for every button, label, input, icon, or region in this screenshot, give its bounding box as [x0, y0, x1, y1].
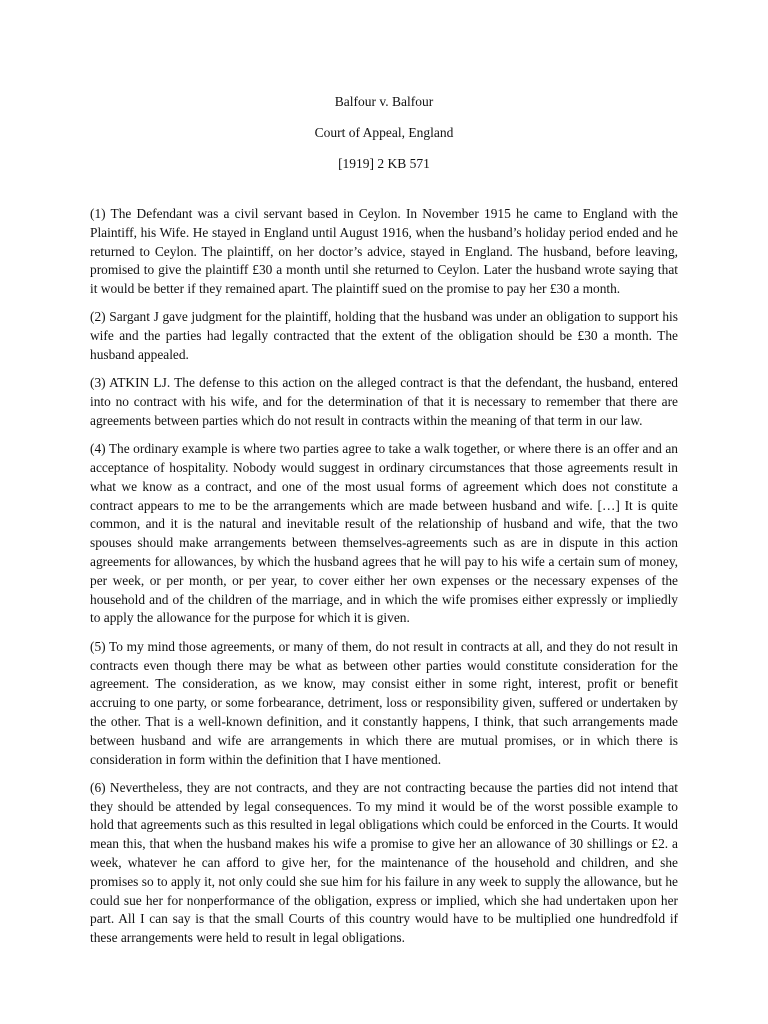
paragraph-1: (1) The Defendant was a civil servant based in Ceylon. In November 1915 he came to England with the Plaintiff, his Wife. He stayed in England until August 1916, when the husband’s holiday period ended and he returned to Ceylon. The plaintiff, on her doctor’s advice, stayed in England. The husband, before leaving, promised to give the plaintiff £30 a month until she returned to Ceylon. Later the husband wrote saying that it would be better if they remained apart. The plaintiff sued on the promise to pay her £30 a month. — [90, 206, 678, 297]
paragraph-4: (4) The ordinary example is where two parties agree to take a walk together, or where there is an offer and an acceptance of hospitality. Nobody would suggest in ordinary circumstances that those agreements result in what we know as a contract, and one of the most usual forms of agreement which does not constitute a contract appears to me to be the arrangements which are made between husband and wife. […] It is quite common, and it is the natural and inevitable result of the relationship of husband and wife, that the two spouses should make arrangements between themselves-agreements such as are in dispute in this action agreements for allowances, by which the husband agrees that he will pay to his wife a certain sum of money, per week, or per month, or per year, to cover either her own expenses or the necessary expenses of the household and of the children of the marriage, and in which the wife promises either expressly or impliedly to apply the allowance for the purpose for which it is given. — [90, 441, 678, 626]
document-body — [90, 205, 678, 957]
case-header — [0, 92, 768, 185]
paragraph-6: (6) Nevertheless, they are not contracts, and they are not contracting because the parties did not intend that they should be attended by legal consequences. To my mind it would be of the worst possible example to hold that agreements such as this resulted in legal obligations which could be enforced in the Courts. It would mean this, that when the husband makes his wife a promise to give her an allowance of 30 shillings or £2. a week, whatever he can afford to give her, for the maintenance of the household and children, and she promises so to apply it, not only could she sue him for his failure in any week to supply the allowance, but he could sue her for nonperformance of the obligation, express or implied, which she had undertaken upon her part. All I can say is that the small Courts of this country would have to be multiplied one hundredfold if these arrangements were held to result in legal obligations. — [90, 779, 678, 946]
court-name: Court of Appeal, England — [314, 125, 454, 140]
paragraph-5: (5) To my mind those agreements, or many of them, do not result in contracts at all, and they do not result in contracts even though there may be what as between other parties would constitute consideration for the agreement. The consideration, as we know, may consist either in some right, interest, profit or benefit accruing to one party, or some forbearance, detriment, loss or responsibility given, suffered or undertaken by the other. That is a well-known definition, and it constantly happens, I think, that such arrangements made between husband and wife are arrangements in which there are mutual promises, or in which there is consideration in form within the definition that I have mentioned. — [90, 638, 678, 767]
paragraph-3: (3) ATKIN LJ. The defense to this action on the alleged contract is that the defendant, the husband, entered into no contract with his wife, and for the determination of that it is necessary to remember that there are agreements between parties which do not result in contracts within the meaning of that term in our law. — [90, 375, 678, 428]
case-title: Balfour v. Balfour — [334, 94, 434, 109]
case-citation: [1919] 2 KB 571 — [338, 156, 430, 171]
paragraph-2: (2) Sargant J gave judgment for the plaintiff, holding that the husband was under an obligation to support his wife and the parties had legally contracted that the extent of the obligation should be £30 a month. The husband appealed. — [90, 309, 678, 363]
